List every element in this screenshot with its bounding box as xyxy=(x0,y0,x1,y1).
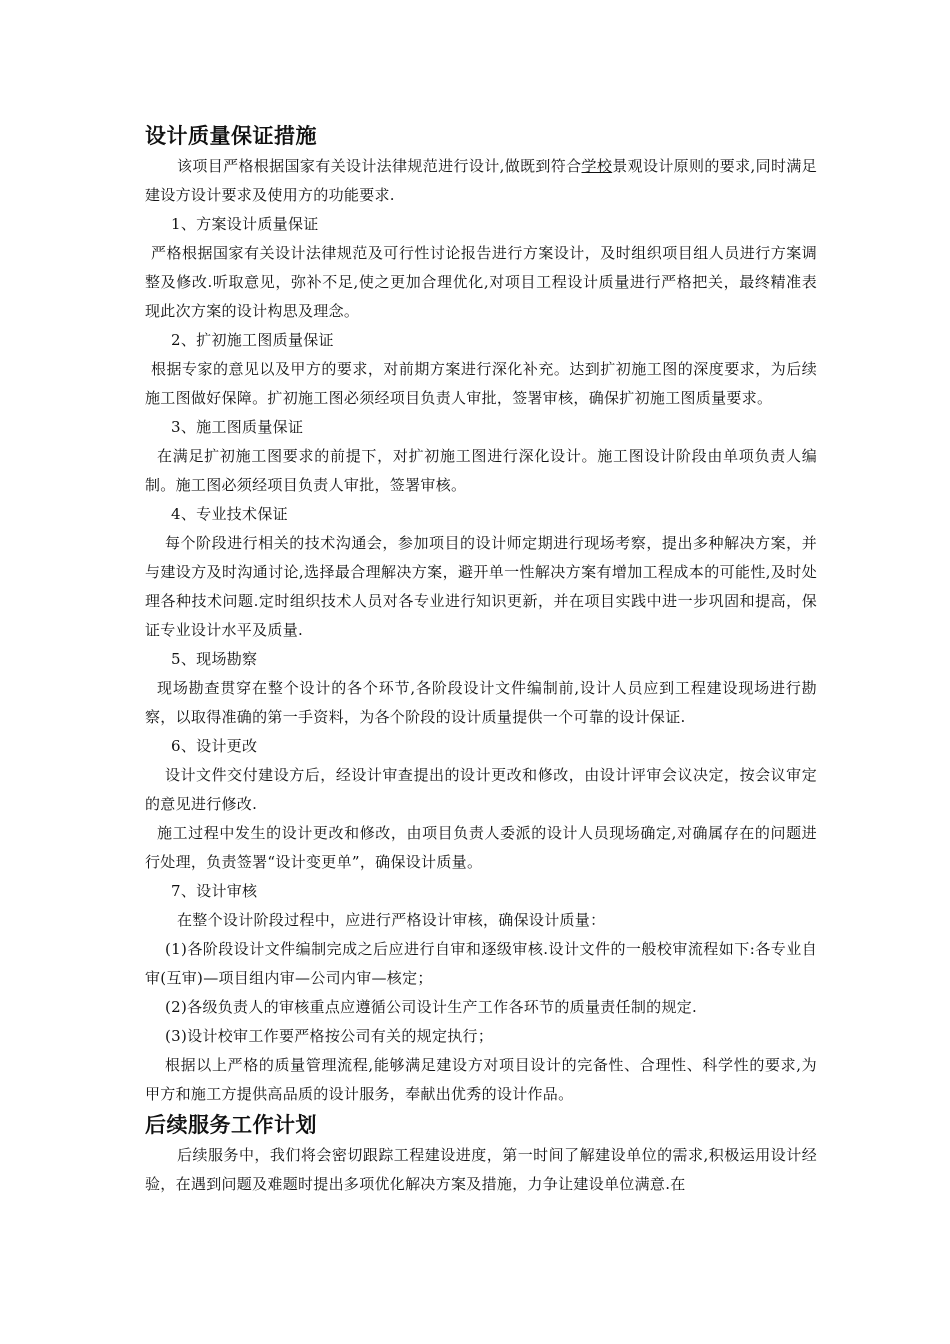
section-title-quality: 设计质量保证措施 xyxy=(145,124,317,148)
item-paragraph-7d: (3)设计校审工作要严格按公司有关的规定执行； xyxy=(165,1027,494,1045)
item-paragraph-7a: 在整个设计阶段过程中，应进行严格设计审核，确保设计质量： xyxy=(177,911,606,929)
item-heading-1: 1、方案设计质量保证 xyxy=(171,215,319,233)
item-paragraph-1: 严格根据国家有关设计法律规范及可行性讨论报告进行方案设计，及时组织项目组人员进行方案调整及修改.听取意见，弥补不足,使之更加合理优化,对项目工程设计质量进行严格把关，最终精准表现此次方案的设计构思及理念。 xyxy=(145,244,817,320)
intro-paragraph xyxy=(145,152,817,210)
item-heading-4: 4、专业技术保证 xyxy=(171,505,288,523)
followup-paragraph: 后续服务中，我们将会密切跟踪工程建设进度，第一时间了解建设单位的需求,积极运用设计经验，在遇到问题及难题时提出多项优化解决方案及措施，力争让建设单位满意.在 xyxy=(145,1146,817,1193)
section-title-followup: 后续服务工作计划 xyxy=(145,1113,317,1137)
item-paragraph-7c: (2)各级负责人的审核重点应遵循公司设计生产工作各环节的质量责任制的规定. xyxy=(165,998,698,1016)
item-heading-6: 6、设计更改 xyxy=(171,737,258,755)
item-heading-7: 7、设计审核 xyxy=(171,882,258,900)
item-paragraph-6b: 施工过程中发生的设计更改和修改，由项目负责人委派的设计人员现场确定,对确属存在的问题进行处理，负责签署“设计变更单”，确保设计质量。 xyxy=(145,824,817,871)
intro-text-a: 该项目严格根据国家有关设计法律规范进行设计,做既到符合 xyxy=(177,157,582,175)
item-heading-5: 5、现场勘察 xyxy=(171,650,258,668)
item-heading-3: 3、施工图质量保证 xyxy=(171,418,304,436)
intro-text-b: 景观设计原则的要求,同时满足建设方设计要求及使用方的功能要求. xyxy=(145,157,817,204)
item-paragraph-6a: 设计文件交付建设方后，经设计审查提出的设计更改和修改，由设计评审会议决定，按会议审定的意见进行修改. xyxy=(145,766,817,813)
item-paragraph-3: 在满足扩初施工图要求的前提下，对扩初施工图进行深化设计。施工图设计阶段由单项负责人编制。施工图必须经项目负责人审批，签署审核。 xyxy=(145,447,817,494)
item-paragraph-7b: (1)各阶段设计文件编制完成之后应进行自审和逐级审核.设计文件的一般校审流程如下:各专业自审(互审)—项目组内审—公司内审—核定； xyxy=(145,940,817,987)
item-paragraph-5: 现场勘查贯穿在整个设计的各个环节,各阶段设计文件编制前,设计人员应到工程建设现场进行勘察，以取得准确的第一手资料，为各个阶段的设计质量提供一个可靠的设计保证. xyxy=(145,679,817,726)
document-page xyxy=(145,120,817,1199)
item-paragraph-2: 根据专家的意见以及甲方的要求，对前期方案进行深化补充。达到扩初施工图的深度要求，为后续施工图做好保障。扩初施工图必须经项目负责人审批，签署审核，确保扩初施工图质量要求。 xyxy=(145,360,817,407)
item-heading-2: 2、扩初施工图质量保证 xyxy=(171,331,334,349)
intro-underlined-word: 学校 xyxy=(581,157,613,175)
item-paragraph-7e: 根据以上严格的质量管理流程,能够满足建设方对项目设计的完备性、合理性、科学性的要求,为甲方和施工方提供高品质的设计服务，奉献出优秀的设计作品。 xyxy=(145,1056,817,1103)
item-paragraph-4: 每个阶段进行相关的技术沟通会，参加项目的设计师定期进行现场考察，提出多种解决方案，并与建设方及时沟通讨论,选择最合理解决方案，避开单一性解决方案有增加工程成本的可能性,及时处理各种技术问题.定时组织技术人员对各专业进行知识更新，并在项目实践中进一步巩固和提高，保证专业设计水平及质量. xyxy=(145,534,817,639)
